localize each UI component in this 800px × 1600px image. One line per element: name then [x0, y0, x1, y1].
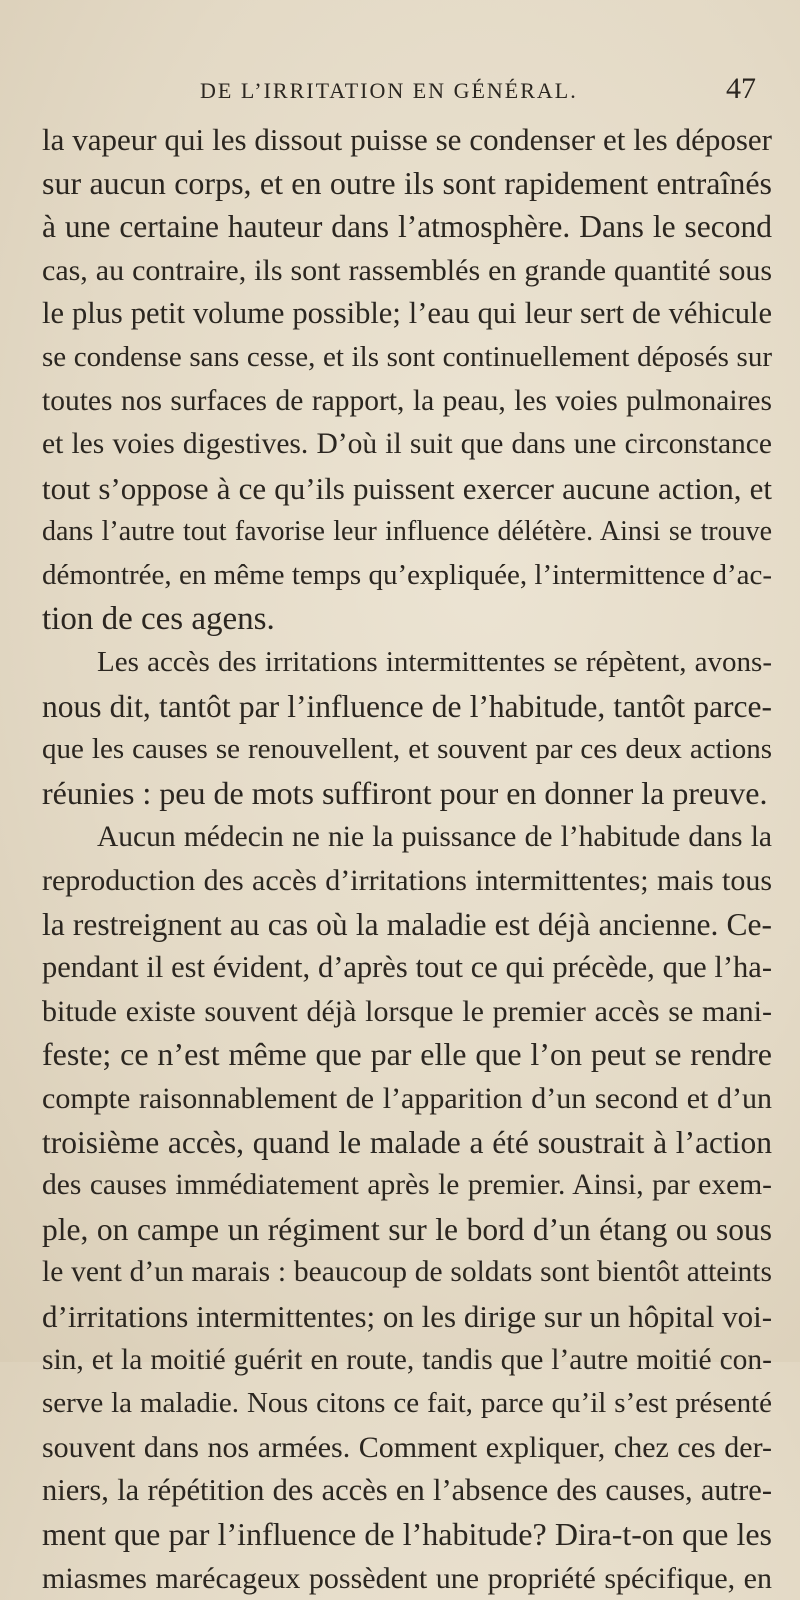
text-line: et les voies digestives. D’où il suit que dans une circonstance — [42, 428, 772, 461]
text-line: se condense sans cesse, et ils sont continuellement déposés sur — [42, 340, 772, 373]
text-line: démontrée, en même temps qu’expliquée, l’intermittence d’ac- — [42, 558, 772, 591]
text-line: bitude existe souvent déjà lorsque le premier accès se mani- — [42, 994, 772, 1028]
text-line: que les causes se renouvellent, et souvent par ces deux actions — [42, 733, 772, 766]
text-line: des causes immédiatement après le premier. Ainsi, par exem- — [42, 1169, 772, 1202]
text-line: compte raisonnablement de l’apparition d’un second et d’un — [42, 1082, 772, 1116]
text-line: la restreignent au cas où la maladie est déjà ancienne. Ce- — [42, 906, 772, 942]
running-head — [0, 72, 800, 108]
text-line: troisième accès, quand le malade a été soustrait à l’action — [42, 1124, 772, 1160]
text-line: nous dit, tantôt par l’influence de l’habitude, tantôt parce- — [42, 688, 772, 724]
text-line: souvent dans nos armées. Comment expliquer, chez ces der- — [42, 1430, 772, 1464]
text-line: ple, on campe un régiment sur le bord d’un étang ou sous — [42, 1211, 772, 1247]
text-line: Aucun médecin ne nie la puissance de l’habitude dans la — [97, 820, 772, 853]
page-number: 47 — [726, 72, 756, 105]
text-line: niers, la répétition des accès en l’absence des causes, autre- — [42, 1473, 772, 1508]
text-line: le plus petit volume possible; l’eau qui leur sert de véhicule — [42, 296, 772, 331]
text-line: pendant il est évident, d’après tout ce qui précède, que l’ha- — [42, 950, 772, 985]
text-line: tout s’oppose à ce qu’ils puissent exercer aucune action, et — [42, 470, 772, 506]
text-line: la vapeur qui les dissout puisse se condenser et les déposer — [42, 122, 772, 157]
text-line: d’irritations intermittentes; on les dirige sur un hôpital voi- — [42, 1299, 772, 1335]
text-line: sur aucun corps, et en outre ils sont rapidement entraînés — [42, 164, 772, 201]
text-line: feste; ce n’est même que par elle que l’on peut se rendre — [42, 1036, 772, 1073]
text-line: toutes nos surfaces de rapport, la peau, les voies pulmonaires — [42, 384, 772, 417]
text-line: le vent d’un marais : beaucoup de soldats sont bientôt atteints — [42, 1256, 772, 1289]
text-line: cas, au contraire, ils sont rassemblés en grande quantité sous — [42, 253, 772, 287]
text-line: à une certaine hauteur dans l’atmosphère. Dans le second — [42, 209, 772, 245]
text-line: tion de ces agens. — [42, 600, 275, 637]
text-line: miasmes marécageux possèdent une propriété spécifique, en — [42, 1561, 772, 1595]
text-line: ment que par l’influence de l’habitude? Dira-t-on que les — [42, 1516, 772, 1552]
text-line: dans l’autre tout favorise leur influence délétère. Ainsi se trouve — [42, 516, 772, 548]
text-line: Les accès des irritations intermittentes se répètent, avons- — [97, 646, 772, 679]
text-line: réunies : peu de mots suffiront pour en donner la preuve. — [42, 774, 768, 811]
body-text — [42, 118, 772, 1600]
text-line: sin, et la moitié guérit en route, tandis que l’autre moitié con- — [42, 1343, 772, 1376]
running-title: DE L’IRRITATION EN GÉNÉRAL. — [200, 78, 578, 103]
text-line: serve la maladie. Nous citons ce fait, parce qu’il s’est présenté — [42, 1387, 772, 1420]
text-line: reproduction des accès d’irritations intermittentes; mais tous — [42, 864, 772, 898]
